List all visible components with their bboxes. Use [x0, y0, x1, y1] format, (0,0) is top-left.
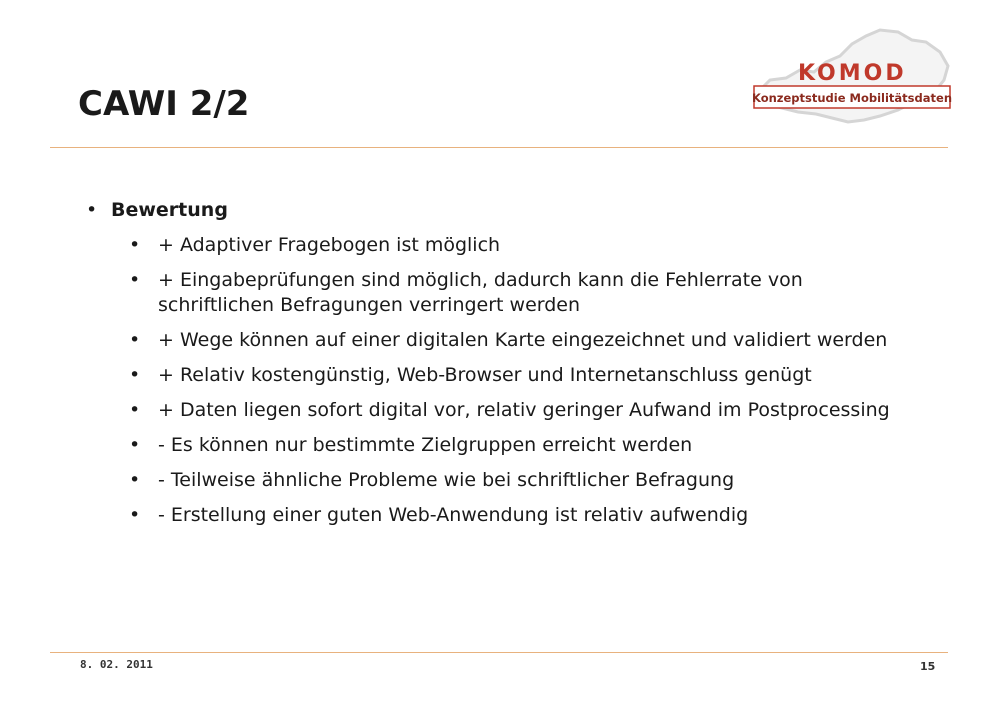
list-item: [80, 328, 910, 353]
logo-subtitle: Konzeptstudie Mobilitätsdaten: [752, 91, 952, 105]
bullet-dot-icon: •: [129, 234, 141, 256]
bullet-dot-icon: •: [129, 329, 141, 351]
bullet-list: [80, 233, 910, 528]
slide-title: CAWI 2/2: [78, 84, 250, 124]
bullet-dot-icon: •: [86, 199, 98, 221]
list-item-text: + Relativ kostengünstig, Web-Browser und Internetanschluss genügt: [158, 364, 812, 386]
footer-divider: [50, 652, 948, 653]
title-divider: [50, 147, 948, 148]
heading-text: Bewertung: [111, 199, 228, 221]
list-item: [80, 233, 910, 258]
komod-logo: [752, 26, 952, 126]
list-item: [80, 468, 910, 493]
list-item-text: + Adaptiver Fragebogen ist möglich: [158, 234, 501, 256]
list-item-text: - Es können nur bestimmte Zielgruppen erreicht werden: [158, 434, 693, 456]
list-item: [80, 363, 910, 388]
page-number: 15: [920, 660, 936, 673]
bullet-heading: [80, 198, 910, 223]
list-item-text: + Eingabeprüfungen sind möglich, dadurch kann die Fehlerrate von schriftlichen Befragungen verringert werden: [158, 269, 803, 316]
bullet-dot-icon: •: [129, 364, 141, 386]
bullet-dot-icon: •: [129, 504, 141, 526]
list-item: [80, 398, 910, 423]
list-item: [80, 433, 910, 458]
bullet-dot-icon: •: [129, 269, 141, 291]
footer-date: 8. 02. 2011: [80, 658, 153, 671]
slide-body: [80, 198, 910, 538]
logo-wordmark: KOMOD: [798, 61, 907, 86]
bullet-dot-icon: •: [129, 469, 141, 491]
list-item-text: - Teilweise ähnliche Probleme wie bei schriftlicher Befragung: [158, 469, 735, 491]
bullet-dot-icon: •: [129, 399, 141, 421]
list-item: [80, 268, 910, 318]
list-item: [80, 503, 910, 528]
list-item-text: - Erstellung einer guten Web-Anwendung ist relativ aufwendig: [158, 504, 749, 526]
bullet-dot-icon: •: [129, 434, 141, 456]
list-item-text: + Wege können auf einer digitalen Karte eingezeichnet und validiert werden: [158, 329, 888, 351]
list-item-text: + Daten liegen sofort digital vor, relativ geringer Aufwand im Postprocessing: [158, 399, 890, 421]
